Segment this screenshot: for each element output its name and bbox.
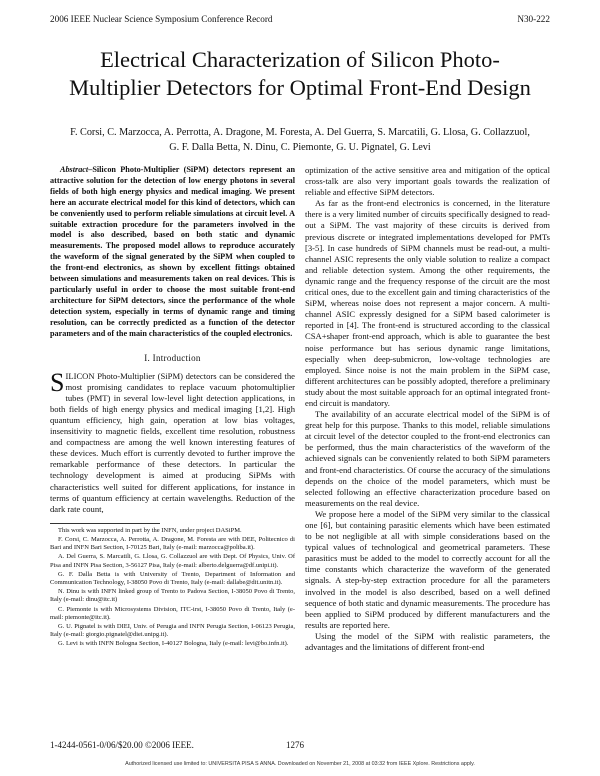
page-number: 1276	[286, 740, 304, 750]
running-header-paper-id: N30-222	[517, 14, 550, 24]
title-line-2: Multiplier Detectors for Optimal Front-End Design	[69, 75, 531, 100]
author-list	[40, 126, 560, 155]
abstract-text: –Silicon Photo-Multiplier (SiPM) detectors represent an attractive solution for the detection of low energy photons in several fields of both high energy physics and medical imaging. We present here an accurate electrical model for this kind of detectors, which can be conveniently used to perform reliable simulations at circuit level. A suitable extraction procedure for the parameters involved in the model is also described, based on both static and dynamic measurements. The proposed model allows to reproduce accurately the waveform of the signal generated by the SiPM when coupled to the front-end electronics, as shown by excellent fittings obtained between simulations and measurements taken on real devices. This is particularly useful in order to choose the most suitable front-end architecture for SiPM detectors, since the performance of the whole detection system, especially in terms of dynamic range and timing resolution, can be correctly predicted as a function of the detector parameters and of the main characteristics of the coupled electronics.	[50, 165, 295, 338]
authors-line-1: F. Corsi, C. Marzocca, A. Perrotta, A. Dragone, M. Foresta, A. Del Guerra, S. Marcatili, G. Llosa, G. Collazzuol,	[70, 127, 530, 138]
body-paragraph: The availability of an accurate electrical model of the SiPM is of great help for this purpose. Thanks to this model, reliable simulations at circuit level of the detector coupled to the front-end electronics can be performed, thus the main characteristics of the waveform of the achieved signals can be conveniently related to both SiPM parameters and front-end characteristics. Of course the accuracy of the simulations depends on the choice of the model parameters, which must be selected following an effective characterization procedure based on measurements on the real device.	[305, 409, 550, 508]
footnote: A. Del Guerra, S. Marcatili, G. Llosa, G. Collazzuol are with Dept. Of Physics, Univ. Of Pisa and INFN Pisa Section, 3-56127 Pisa, Italy (e-mail: alberto.delguerra@df.unipi.it).	[50, 553, 295, 569]
footnotes	[50, 527, 295, 649]
body-paragraph: We propose here a model of the SiPM very similar to the classical one [6], but containing parasitic elements which have been estimated to be not negligible at all with simple considerations based on the typical values of technological and geometrical parameters. These parasitics must be added to the model to correctly account for all the time constants which characterize the waveform of the generated signals. A step-by-step extraction procedure for all the parameters involved in the model is also described, based on a well defined sequence of both static and dynamic measurements. The procedure has been applied to SiPM produced by different manufacturers and the results are reported here.	[305, 508, 550, 630]
footnote: G. U. Pignatel is with DIEI, Univ. of Perugia and INFN Perugia Section, I-06123 Perugia, Italy (e-mail: giorgio.pignatel@diei.unipg.it).	[50, 623, 295, 639]
left-column	[50, 165, 295, 650]
license-notice: Authorized licensed use limited to: UNIVERSITA PISA S ANNA. Downloaded on November 21, 2008 at 03:32 from IEEE Xplore. Restrictions apply.	[125, 761, 475, 767]
footnote: This work was supported in part by the INFN, under project DASiPM.	[58, 526, 242, 534]
footnote: G. F. Dalla Betta is with University of Trento, Department of Information and Communication Technology, I-38050 Povo di Trento, Italy (e-mail: dallabe@dit.unitn.it).	[50, 570, 295, 587]
intro-paragraph	[50, 367, 295, 515]
footnote: C. Piemonte is with Microsystems Division, ITC-irst, I-38050 Povo di Trento, Italy (e-mail: piemonte@itc.it).	[50, 605, 295, 621]
footnote: N. Dinu is with INFN linked group of Trento to Padova Section, I-38050 Povo di Trento, Italy (e-mail: dinu@itc.it)	[50, 588, 295, 604]
section-heading-introduction: I. Introduction	[144, 352, 201, 363]
footnote: G. Levi is with INFN Bologna Section, I-40127 Bologna, Italy (e-mail: levi@bo.infn.it).	[58, 640, 289, 648]
title-line-1: Electrical Characterization of Silicon Photo-	[100, 47, 500, 72]
body-paragraph: As far as the front-end electronics is concerned, in the literature there is a very limited number of circuits specifically designed to read-out a SiPM. The vast majority of these circuits is derived from previous discrete or integrated implementations developed for PMTs [3-5]. In case hundreds of SiPM channels must be read-out, a multi-channel ASIC represents the only viable solution to realize a compact and reliable detection system. Among the other requirements, the dynamic range and the frequency response of the circuit are the most critical ones, due to the excellent gain and timing characteristics of the SiPM, whereas noise does not represent a major concern. A multi-channel ASIC expressly designed for a SiPM based calorimeter is reported in [4]. The front-end is structured according to the classical CSA+shaper front-end approach, which is able to guarantee the best noise performance but has serious dynamic range limitations, especially when deep-submicron, low-voltage technologies are employed. Since noise is not the main problem in the SiPM case, different architectures can be possibly adopted, therefore a preliminary study about the most suitable approach for an optimal integrated front-end circuit is mandatory.	[305, 198, 550, 408]
running-header-conference: 2006 IEEE Nuclear Science Symposium Conference Record	[50, 14, 273, 24]
authors-line-2: G. F. Dalla Betta, N. Dinu, C. Piemonte, G. U. Pignatel, G. Levi	[169, 141, 431, 153]
intro-text: ILICON Photo-Multiplier (SiPM) detectors can be considered the most promising candidates to replace vacuum photomultiplier tubes (PMT) in several low-level light detection applications, in both fields of high energy physics and medical imaging [1,2]. High quantum efficiency, high gain, operation at low bias voltages, insensitivity to magnetic fields, excellent time resolution, robustness and compactness are among the well known interesting features of these devices. Much effort is currently devoted to further improve the remarkable performance of these detectors. In particular the technology development is aimed at producing SiPMs with characteristics well suited for different applications, for instance in terms of quantum efficiency at certain wavelengths. Reduction of the dark rate count,	[50, 370, 295, 514]
body-paragraph: Using the model of the SiPM with realistic parameters, the advantages and the limitations of different front-end	[305, 630, 550, 653]
body-paragraph: optimization of the active sensitive area and mitigation of the optical cross-talk are also very important goals towards the realization of reliable and effective SiPM detectors.	[305, 165, 550, 198]
drop-cap: S	[50, 367, 65, 397]
footnote-divider	[50, 523, 160, 524]
isbn-copyright: 1-4244-0561-0/06/$20.00 ©2006 IEEE.	[50, 740, 194, 750]
abstract-label: Abstract	[60, 165, 89, 174]
footnote: F. Corsi, C. Marzocca, A. Perrotta, A. Dragone, M. Foresta are with DEE, Politecnico di Bari and INFN Bari Section, I-70125 Bari, Italy (e-mail: marzocca@poliba.it).	[50, 536, 295, 552]
abstract	[50, 165, 295, 340]
right-column	[305, 165, 550, 653]
paper-title	[40, 46, 560, 102]
